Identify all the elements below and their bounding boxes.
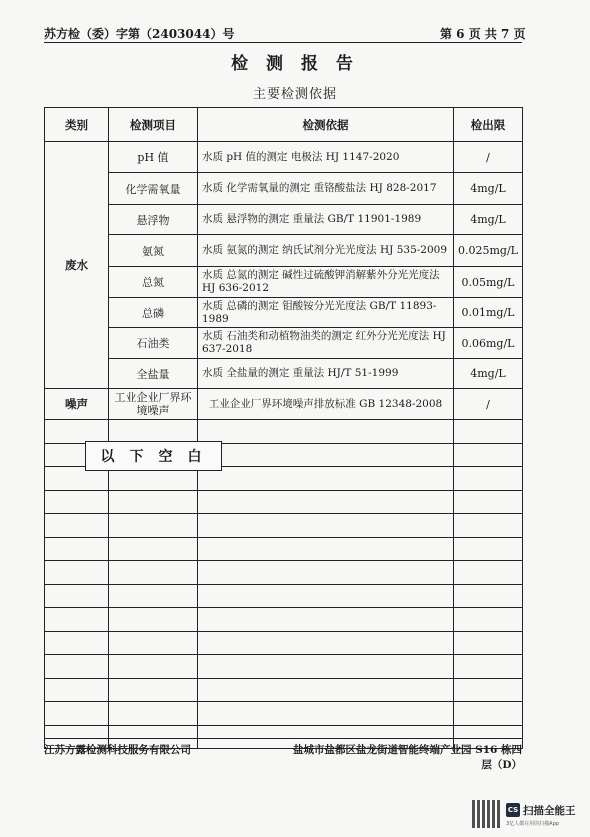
table-row [45,328,523,359]
table-row [45,359,523,389]
basis-cell: 水质 总氮的测定 碱性过硫酸钾消解紫外分光光度法 HJ 636-2012 [198,267,454,298]
table-header-row [45,108,523,142]
column-header-category: 类别 [45,108,109,142]
limit-cell: 4mg/L [454,205,523,235]
basis-cell: 水质 总磷的测定 钼酸铵分光光度法 GB/T 11893-1989 [198,298,454,328]
footer-company: 江苏方露检测科技服务有限公司 [44,744,191,756]
item-cell: 悬浮物 [109,205,198,235]
table-row [45,235,523,267]
table-row [45,173,523,205]
table-row [45,298,523,328]
camscanner-name: 扫描全能王 [523,805,576,817]
empty-row [45,702,523,726]
empty-row [45,584,523,608]
column-header-basis: 检测依据 [198,108,454,142]
limit-cell: / [454,389,523,420]
page-info: 第 6 页 共 7 页 [440,27,526,41]
item-cell: 总磷 [109,298,198,328]
footer-address: 盐城市盐都区盐龙街道智能终端产业园 S16 栋四层（D） [292,744,522,771]
table-row [45,267,523,298]
empty-row [45,514,523,538]
item-cell: 工业企业厂界环境噪声 [109,389,198,420]
camscanner-logo-icon: CS [506,803,520,817]
report-subtitle: 主要检测依据 [252,87,337,102]
limit-cell: 4mg/L [454,359,523,389]
empty-row [45,537,523,561]
limit-cell: / [454,142,523,173]
limit-cell: 0.01mg/L [454,298,523,328]
empty-row [45,561,523,585]
table-row [45,389,523,420]
limit-cell: 0.06mg/L [454,328,523,359]
camscanner-tagline: 3亿人都在用的扫描App [506,821,559,827]
report-title: 检 测 报 告 [231,54,359,74]
basis-table [44,107,523,749]
report-number: 苏方检（委）字第（2403044）号 [44,27,235,41]
column-header-item: 检测项目 [109,108,198,142]
limit-cell: 4mg/L [454,173,523,205]
empty-row [45,631,523,655]
item-cell: 化学需氧量 [109,173,198,205]
item-cell: pH 值 [109,142,198,173]
basis-cell: 水质 氨氮的测定 纳氏试剂分光光度法 HJ 535-2009 [198,235,454,267]
basis-cell: 水质 悬浮物的测定 重量法 GB/T 11901-1989 [198,205,454,235]
qr-code-icon [472,800,500,828]
item-cell: 全盐量 [109,359,198,389]
basis-cell: 水质 pH 值的测定 电极法 HJ 1147-2020 [198,142,454,173]
basis-cell: 工业企业厂界环境噪声排放标准 GB 12348-2008 [198,389,454,420]
basis-cell: 水质 化学需氧量的测定 重铬酸盐法 HJ 828-2017 [198,173,454,205]
limit-cell: 0.05mg/L [454,267,523,298]
basis-cell: 水质 全盐量的测定 重量法 HJ/T 51-1999 [198,359,454,389]
item-cell: 总氮 [109,267,198,298]
table-row [45,205,523,235]
category-noise: 噪声 [45,389,109,420]
category-wastewater: 废水 [45,142,109,389]
empty-row [45,490,523,514]
empty-row [45,655,523,679]
empty-row [45,678,523,702]
footer-divider [44,738,522,739]
empty-row [45,608,523,632]
limit-cell: 0.025mg/L [454,235,523,267]
basis-cell: 水质 石油类和动植物油类的测定 红外分光光度法 HJ 637-2018 [198,328,454,359]
table-row [45,142,523,173]
header-divider [44,42,522,43]
item-cell: 氨氮 [109,235,198,267]
blank-below-stamp: 以下空白 [85,441,222,471]
column-header-limit: 检出限 [454,108,523,142]
item-cell: 石油类 [109,328,198,359]
empty-row [45,420,523,444]
